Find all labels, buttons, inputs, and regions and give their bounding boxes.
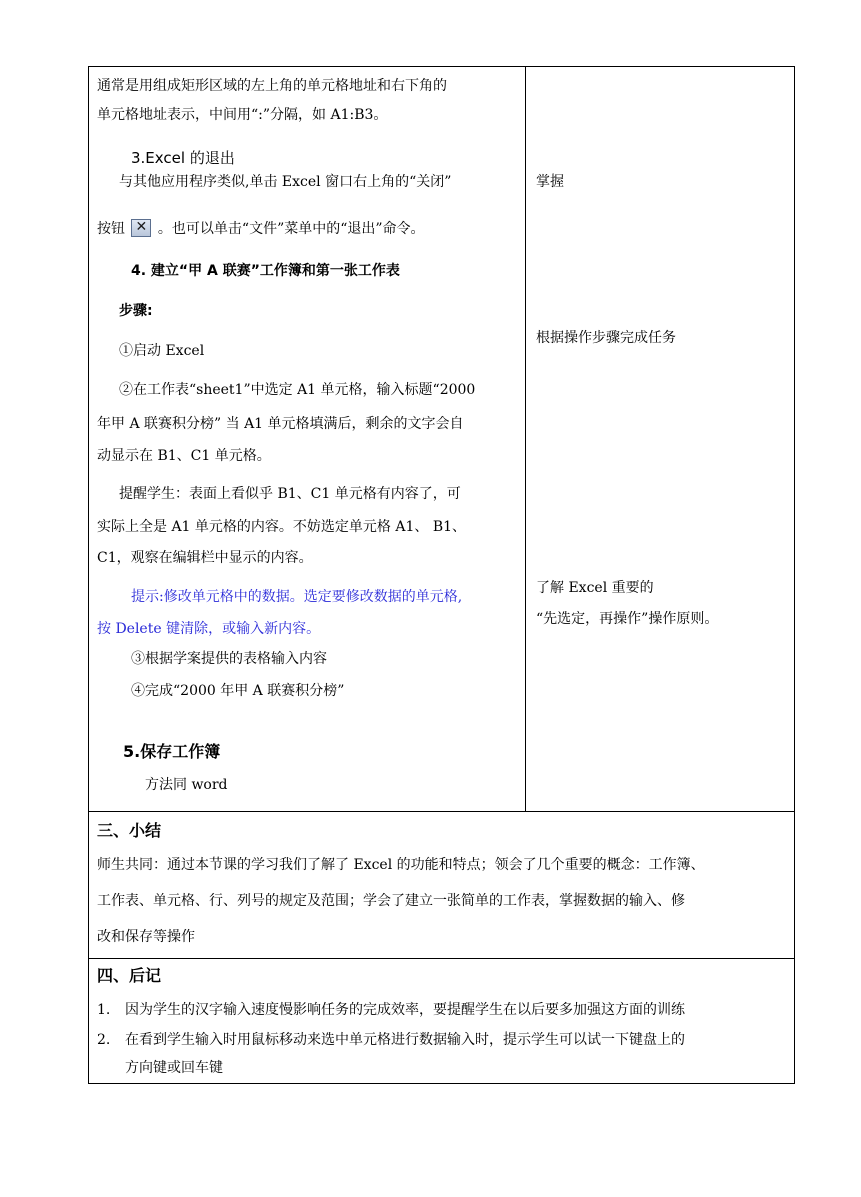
para1-line1: 通常是用组成矩形区域的左上角的单元格地址和右下角的 [97,78,447,94]
summary-line2: 工作表、单元格、行、列号的规定及范围；学会了建立一张简单的工作表，掌握数据的输入、修 [97,893,685,909]
para2-rest: 。也可以单击“文件”菜单中的“退出”命令。 [157,221,425,237]
postscript-title: 四、后记 [97,966,162,985]
lesson-table [88,66,795,1084]
summary-line1: 师生共同：通过本节课的学习我们了解了 Excel 的功能和特点；领会了几个重要的概念：工作簿、 [97,857,705,873]
postscript-item2-line2: 方向键或回车键 [125,1060,223,1076]
notes-cell [526,67,795,812]
note-understand-line1: 了解 Excel 重要的 [536,580,654,596]
note-master: 掌握 [536,174,564,190]
remind-line3: C1，观察在编辑栏中显示的内容。 [97,550,313,566]
lesson-page [88,66,794,1084]
summary-title: 三、小结 [97,821,162,840]
postscript-cell [89,959,795,1084]
save-method: 方法同 word [145,777,228,793]
postscript-item1-number: 1. [97,1002,111,1018]
steps-label: 步骤: [119,303,153,319]
step-2-line3: 动显示在 B1、C1 单元格。 [97,448,271,464]
close-x-icon: ✕ [131,219,151,237]
postscript-item1: 因为学生的汉字输入速度慢影响任务的完成效率，要提醒学生在以后要多加强这方面的训练 [125,1002,685,1018]
content-cell [89,67,526,812]
heading-excel-exit: 3.Excel 的退出 [131,149,235,167]
step-3: ③根据学案提供的表格输入内容 [131,651,327,667]
step-2-line1: ②在工作表“sheet1”中选定 A1 单元格，输入标题“2000 [119,382,476,398]
step-1: ①启动 Excel [119,343,205,359]
note-follow-steps: 根据操作步骤完成任务 [536,330,676,346]
para2-line1: 与其他应用程序类似,单击 Excel 窗口右上角的“关闭” [119,174,452,190]
summary-line3: 改和保存等操作 [97,929,195,945]
remind-line2: 实际上全是 A1 单元格的内容。不妨选定单元格 A1、 B1、 [97,519,467,535]
heading-build-workbook: 4. 建立“甲 A 联赛”工作簿和第一张工作表 [131,263,400,279]
para2-line2 [97,220,425,238]
remind-line1: 提醒学生：表面上看似乎 B1、C1 单元格有内容了，可 [119,486,461,502]
summary-cell [89,812,795,959]
tip-line1: 提示:修改单元格中的数据。选定要修改数据的单元格, [131,589,463,605]
para2-button-word: 按钮 [97,221,125,237]
step-4: ④完成“2000 年甲 A 联赛积分榜” [131,683,345,699]
heading-save-workbook: 5.保存工作簿 [123,742,221,761]
step-2-line2: 年甲 A 联赛积分榜” 当 A1 单元格填满后，剩余的文字会自 [97,416,464,432]
para1-line2: 单元格地址表示，中间用“:”分隔，如 A1:B3。 [97,107,388,123]
postscript-item2-line1: 在看到学生输入时用鼠标移动来选中单元格进行数据输入时，提示学生可以试一下键盘上的 [125,1032,685,1048]
note-understand-line2: “先选定，再操作”操作原则。 [536,611,719,627]
postscript-item2-number: 2. [97,1032,111,1048]
tip-line2: 按 Delete 键清除，或输入新内容。 [97,621,321,637]
